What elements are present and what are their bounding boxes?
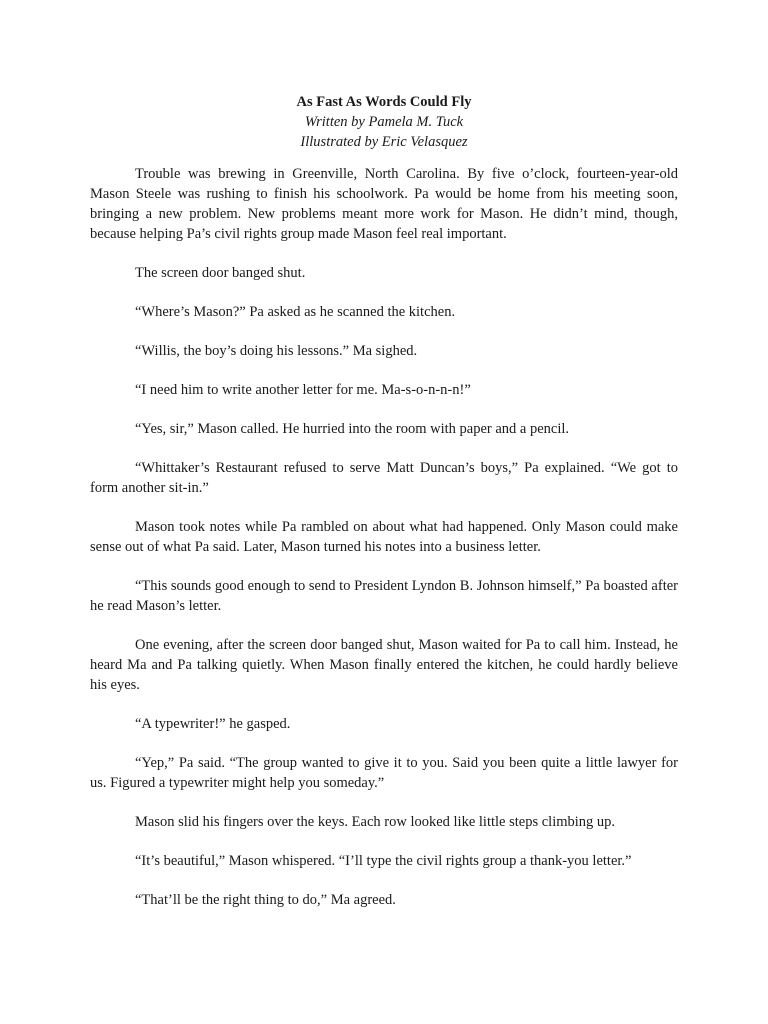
paragraph: “A typewriter!” he gasped. [135,716,291,732]
author-line: Written by Pamela M. Tuck [304,114,464,130]
paragraph: “Willis, the boy’s doing his lessons.” Ma sighed. [135,343,418,359]
paragraph: Trouble was brewing in Greenville, North Carolina. By five o’clock, fourteen-year-old Mason Steele was rushing to finish his schoolwork. Pa would be home from his meeting soon, bringing a new problem. New problems meant more work for Mason. He didn’t mind, though, because helping Pa’s civil rights group made Mason feel real important. [90,166,678,242]
paragraph: “I need him to write another letter for me. Ma-s-o-n-n-n!” [135,382,471,398]
paragraph: “Yep,” Pa said. “The group wanted to give it to you. Said you been quite a little lawyer for us. Figured a typewriter might help you someday.” [90,755,678,791]
paragraph: One evening, after the screen door banged shut, Mason waited for Pa to call him. Instead, he heard Ma and Pa talking quietly. When Mason finally entered the kitchen, he could hardly believe his eyes. [90,637,678,693]
illustrator-line: Illustrated by Eric Velasquez [300,134,468,150]
paragraph: “Whittaker’s Restaurant refused to serve Matt Duncan’s boys,” Pa explained. “We got to form another sit-in.” [90,460,678,496]
paragraph: “This sounds good enough to send to President Lyndon B. Johnson himself,” Pa boasted after he read Mason’s letter. [90,578,678,614]
paragraph: The screen door banged shut. [135,265,306,281]
paragraph: “Yes, sir,” Mason called. He hurried into the room with paper and a pencil. [135,421,570,437]
paragraph: Mason took notes while Pa rambled on about what had happened. Only Mason could make sense out of what Pa said. Later, Mason turned his notes into a business letter. [90,519,678,555]
paragraph: “Where’s Mason?” Pa asked as he scanned the kitchen. [135,304,456,320]
document-header [90,92,678,152]
paragraph: “It’s beautiful,” Mason whispered. “I’ll type the civil rights group a thank-you letter.” [135,853,632,869]
document-title: As Fast As Words Could Fly [296,94,472,110]
story-body [90,164,678,910]
document-page [90,92,678,929]
paragraph: “That’ll be the right thing to do,” Ma agreed. [135,892,396,908]
paragraph: Mason slid his fingers over the keys. Each row looked like little steps climbing up. [135,814,616,830]
